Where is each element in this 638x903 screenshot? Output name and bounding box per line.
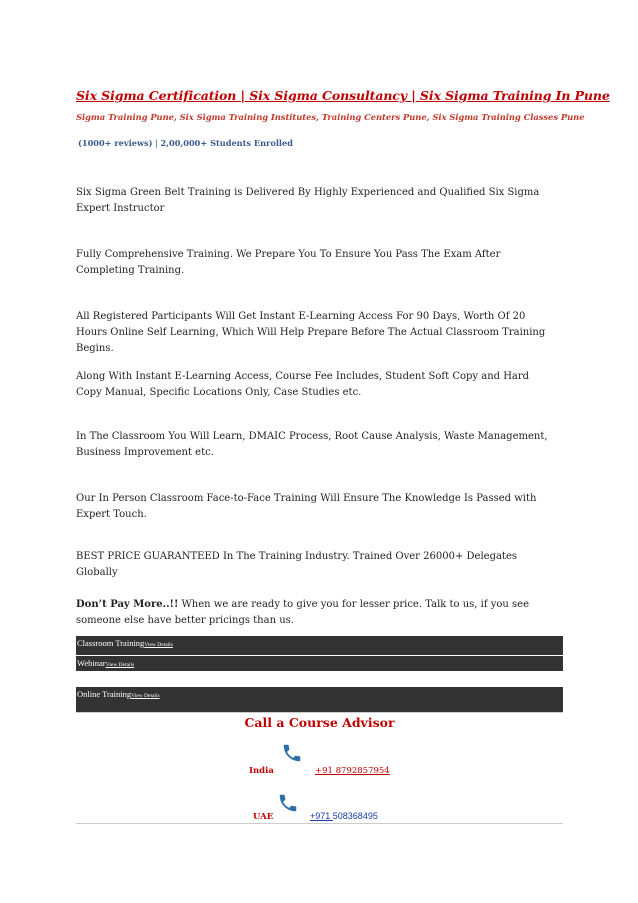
advisor-title: Call a Course Advisor (244, 715, 395, 730)
country-india: India (249, 766, 274, 776)
enrolled-count: 2,00,000+ Students Enrolled (160, 138, 293, 148)
phone-icon (281, 742, 303, 764)
paragraph: All Registered Participants Will Get Instant E-Learning Access For 90 Days, Worth Of 20 Hours Online Self Learning, Which Will Help Prepare Before The Actual Classroom Training Begins. (76, 311, 546, 354)
reviews-line (78, 138, 293, 148)
page-subtitle: Sigma Training Pune, Six Sigma Training Institutes, Training Centers Pune, Six Sigma Training Classes Pune (76, 112, 585, 122)
classroom-training-bar (76, 636, 563, 655)
dont-pay-paragraph (76, 597, 556, 629)
paragraph: In The Classroom You Will Learn, DMAIC Process, Root Cause Analysis, Waste Management, Business Improvement etc. (76, 431, 548, 458)
reviews-count: (1000+ reviews) (78, 138, 153, 148)
phone-prefix-uae: +971 (310, 811, 333, 821)
view-details-link[interactable]: View Details (144, 642, 173, 648)
view-details-link[interactable]: View Details (131, 693, 160, 699)
page-title[interactable]: Six Sigma Certification | Six Sigma Consultancy | Six Sigma Training In Pune (76, 88, 610, 103)
view-details-link[interactable]: View Details (105, 662, 135, 668)
paragraph: Six Sigma Green Belt Training is Delivered By Highly Experienced and Qualified Six Sigma Expert Instructor (76, 187, 540, 214)
course-advisor-box (76, 712, 563, 824)
phone-number-uae[interactable] (310, 811, 378, 821)
phone-number-india[interactable]: +91 8792857954 (315, 766, 390, 776)
bar-label: Webinar (77, 658, 106, 668)
paragraph: Our In Person Classroom Face-to-Face Training Will Ensure The Knowledge Is Passed with Expert Touch. (76, 493, 537, 520)
paragraph: BEST PRICE GUARANTEED In The Training Industry. Trained Over 26000+ Delegates Globally (76, 551, 517, 578)
phone-icon (277, 792, 299, 814)
phone-rest-uae: 508368495 (332, 811, 378, 821)
webinar-bar (76, 656, 563, 671)
country-uae: UAE (253, 812, 274, 822)
reviews-separator: | (152, 138, 161, 148)
bar-label: Online Training (77, 689, 132, 699)
bar-label: Classroom Training (77, 638, 145, 648)
paragraph: Along With Instant E-Learning Access, Course Fee Includes, Student Soft Copy and Hard Copy Manual, Specific Locations Only, Case Studies etc. (76, 371, 530, 398)
dont-pay-heading: Don’t Pay More..!! (76, 599, 179, 610)
dont-pay-text: When we are ready to give you for lesser price. Talk to us, if you see someone else have better pricings than us. (76, 599, 529, 626)
online-training-bar (76, 687, 563, 712)
paragraph: Fully Comprehensive Training. We Prepare You To Ensure You Pass The Exam After Completing Training. (76, 249, 501, 276)
